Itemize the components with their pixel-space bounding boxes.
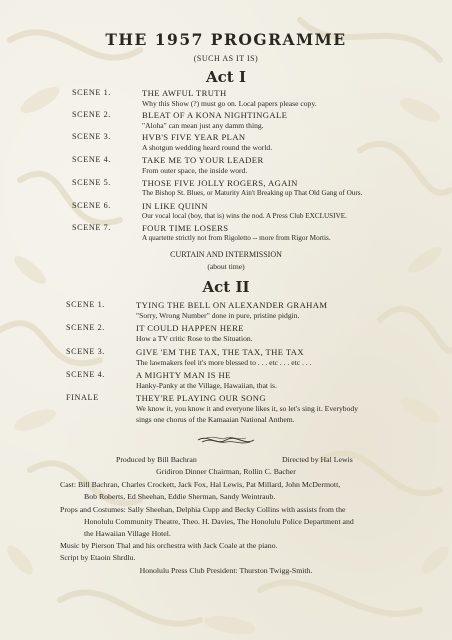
scene-label: SCENE 4. bbox=[66, 370, 105, 379]
act-1-scene-6 bbox=[72, 201, 452, 225]
scene-label: FINALE bbox=[66, 393, 99, 402]
music-credit: Music by Pierson Thal and his orchestra with Jack Coale at the piano. bbox=[60, 541, 278, 550]
act-1-heading: Act I bbox=[206, 68, 246, 86]
scene-title: THOSE FIVE JOLLY ROGERS, AGAIN bbox=[142, 178, 298, 188]
script-credit: Script by Etaoin Shrdlu. bbox=[60, 553, 136, 562]
act-1-scene-1 bbox=[72, 88, 452, 112]
scene-description: "Aloha" can mean just any damm thing. bbox=[142, 121, 264, 130]
scene-title: A MIGHTY MAN IS HE bbox=[136, 370, 231, 380]
scene-title: HVB'S FIVE YEAR PLAN bbox=[142, 132, 246, 142]
scene-description: The lawmakers feel it's more blessed to . . . etc . . . etc . . . bbox=[136, 358, 312, 367]
act-1-scene-3 bbox=[72, 132, 452, 156]
act-2-scene-3 bbox=[66, 347, 452, 371]
scene-title: TAKE ME TO YOUR LEADER bbox=[142, 155, 264, 165]
props-line-1: Props and Costumes: Sally Sheehan, Delphia Cupp and Becky Collins with assists from the bbox=[60, 505, 346, 514]
press-club-president: Honolulu Press Club President: Thurston Twigg-Smith. bbox=[139, 566, 313, 575]
page-title: THE 1957 PROGRAMME bbox=[105, 30, 347, 49]
act-2-finale bbox=[66, 393, 452, 429]
scene-description: Our vocal local (boy, that is) wins the nod. A Press Club EXCLUSIVE. bbox=[142, 212, 347, 220]
ornament-divider bbox=[196, 432, 256, 448]
scene-description-continued: sings one chorus of the Kamaaian National Anthem. bbox=[136, 415, 295, 424]
scene-label: SCENE 2. bbox=[66, 323, 105, 332]
scene-title: GIVE 'EM THE TAX, THE TAX, THE TAX bbox=[136, 347, 304, 357]
scene-title: THEY'RE PLAYING OUR SONG bbox=[136, 393, 266, 403]
scene-description: How a TV critic Rose to the Situation. bbox=[136, 334, 253, 343]
scene-label: SCENE 4. bbox=[72, 155, 111, 164]
scene-description: From outer space, the inside word. bbox=[142, 166, 248, 175]
scene-label: SCENE 3. bbox=[72, 132, 111, 141]
act-1-scene-7 bbox=[72, 223, 452, 247]
directed-by: Directed by Hal Lewis bbox=[282, 455, 353, 464]
produced-by: Produced by Bill Bachran bbox=[116, 455, 197, 464]
scene-description: The Bishop St. Blues, or Maturity Ain't Breaking up That Old Gang of Ours. bbox=[142, 189, 363, 197]
scene-label: SCENE 7. bbox=[72, 223, 111, 232]
act-1-scene-4 bbox=[72, 155, 452, 179]
act-1-scene-2 bbox=[72, 110, 452, 134]
act-2-scene-2 bbox=[66, 323, 452, 347]
scene-description: A shotgun wedding heard round the world. bbox=[142, 143, 273, 152]
scene-description: Hanky-Panky at the Village, Hawaiian, that is. bbox=[136, 381, 277, 390]
scene-description: We know it, you know it and everyone likes it, so let's sing it. Everybody bbox=[136, 404, 358, 413]
scene-label: SCENE 3. bbox=[66, 347, 105, 356]
scene-label: SCENE 1. bbox=[66, 300, 105, 309]
scene-title: TYING THE BELL ON ALEXANDER GRAHAM bbox=[136, 300, 328, 310]
scene-title: BLEAT OF A KONA NIGHTINGALE bbox=[142, 110, 288, 120]
scene-description: A quartette strictly not from Rigoletto -- more from Rigor Mortis. bbox=[142, 234, 331, 242]
scene-description: "Sorry, Wrong Number" done in pure, pristine pidgin. bbox=[136, 311, 300, 320]
act-1-scene-5 bbox=[72, 178, 452, 202]
intermission-note: (about time) bbox=[207, 262, 245, 271]
scene-title: IN LIKE QUINN bbox=[142, 201, 208, 211]
cast-line-2: Bob Roberts, Ed Sheehan, Eddie Sherman, Sandy Weintraub. bbox=[84, 492, 276, 501]
cast-line-1: Cast: Bill Bachran, Charles Crockett, Jack Fox, Hal Lewis, Pat Millard, John McDermott, bbox=[60, 480, 341, 489]
scene-label: SCENE 2. bbox=[72, 110, 111, 119]
scene-label: SCENE 6. bbox=[72, 201, 111, 210]
scene-description: Why this Show (?) must go on. Local papers please copy. bbox=[142, 99, 317, 108]
scene-title: FOUR TIME LOSERS bbox=[142, 223, 229, 233]
page-subtitle: (SUCH AS IT IS) bbox=[193, 54, 259, 63]
scene-title: THE AWFUL TRUTH bbox=[142, 88, 227, 98]
props-line-3: the Hawaiian Village Hotel. bbox=[84, 529, 171, 538]
act-2-scene-4 bbox=[66, 370, 452, 394]
intermission-line: CURTAIN AND INTERMISSION bbox=[170, 250, 282, 259]
scene-label: SCENE 1. bbox=[72, 88, 111, 97]
act-2-heading: Act II bbox=[202, 278, 250, 296]
dinner-chairman: Gridiron Dinner Chairman, Rollin C. Bacher bbox=[156, 467, 296, 476]
scene-label: SCENE 5. bbox=[72, 178, 111, 187]
act-2-scene-1 bbox=[66, 300, 452, 324]
props-line-2: Honolulu Community Theatre, Theo. H. Davies, The Honolulu Police Department and bbox=[84, 517, 354, 526]
scene-title: IT COULD HAPPEN HERE bbox=[136, 323, 244, 333]
